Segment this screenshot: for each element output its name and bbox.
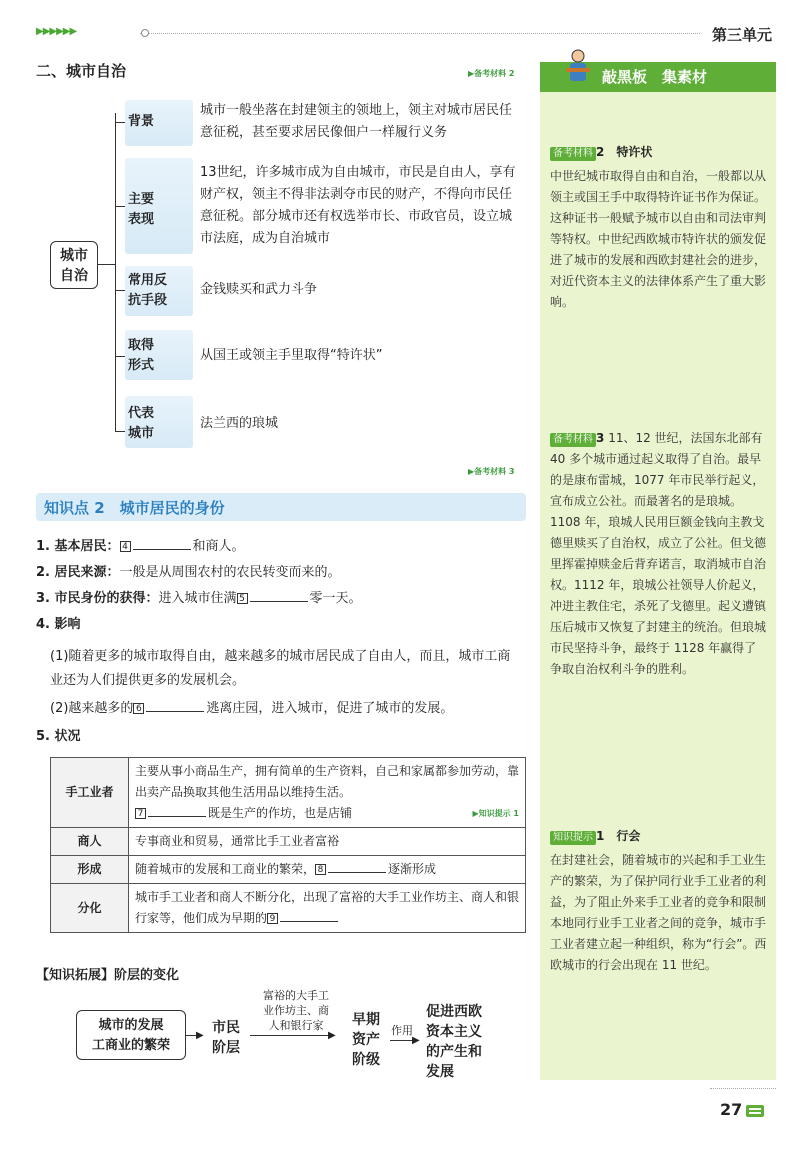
- item-citizen-status: 3. 市民身份的获得：进入城市住满 5 零一天。: [36, 591, 362, 606]
- material-tag: 备考材料: [550, 433, 596, 447]
- branch-label-form: 取得 形式: [128, 338, 155, 373]
- book-icon: [745, 1102, 765, 1118]
- row-head-craftsmen: 手工业者: [51, 758, 129, 828]
- influence-point-2: (2)越来越多的 6 逃离庄园，进入城市，促进了城市的发展。: [50, 701, 454, 716]
- table-row: [51, 856, 526, 884]
- section-title: 二、城市自治: [36, 62, 127, 80]
- row-text-formation: 随着城市的发展和工商业的繁荣， 8 逐渐形成: [129, 856, 526, 884]
- table-row: [51, 828, 526, 856]
- branch-text-city: 法兰西的琅城: [200, 416, 279, 431]
- tree-root: [50, 241, 98, 289]
- status-table: [50, 757, 526, 933]
- knowledge-tip-1-text: 在封建社会，随着城市的兴起和手工业生产的繁荣，为了保护同行业手工业者的利益，为了阻止外来手工业者的竞争和限制本地同行业手工业者之间的竞争，城市手工业者建立起一种组织，称为“行会”。西欧城市的行会出现在 11 世纪。: [550, 853, 767, 972]
- tree-spine: [115, 113, 116, 431]
- branch-label-city: 代表 城市: [128, 406, 155, 441]
- material-2-header: 备考材料 2 特许状: [550, 143, 652, 161]
- ref-knowledge-tip-1: ▶知识提示 1: [472, 809, 519, 818]
- sidebar-heading: 敲黑板 集素材: [602, 68, 708, 86]
- branch-text-form: 从国王或领主手里取得“特许状”: [200, 348, 383, 363]
- flow-result: 促进西欧 资本主义 的产生和 发展: [426, 1004, 482, 1080]
- table-row: [51, 758, 526, 828]
- flow-action-label: 作用: [391, 1024, 413, 1037]
- row-head-formation: 形成: [51, 856, 129, 884]
- flow-box-development: 城市的发展 工商业的繁荣: [76, 1010, 186, 1060]
- arrow-head-icon: ▶: [328, 1030, 336, 1041]
- flow-arrow: [250, 1035, 332, 1036]
- ref-material-3: ▶备考材料 3: [468, 467, 515, 476]
- header-arrows: ▶▶▶▶▶▶: [36, 26, 77, 37]
- footer-divider: [710, 1088, 776, 1089]
- material-tag: 备考材料: [550, 147, 596, 161]
- knowledge-tip-tag: 知识提示: [550, 831, 596, 845]
- item-basic-residents: 1. 基本居民： 4 和商人。: [36, 539, 245, 554]
- branch-line: [115, 356, 125, 357]
- header-divider: [140, 33, 700, 34]
- table-row: [51, 884, 526, 933]
- branch-text-background: 城市一般坐落在封建领主的领地上，领主对城市居民任意征税，甚至要求居民像佃户一样履行义务: [200, 103, 513, 140]
- unit-title: 第三单元: [712, 26, 773, 44]
- item-resident-source: 2. 居民来源：一般是从周围农村的农民转变而来的。: [36, 565, 341, 580]
- branch-line: [115, 206, 125, 207]
- extension-title: 【知识拓展】阶层的变化: [36, 968, 180, 983]
- knowledge-point-title: 知识点 2 城市居民的身份: [44, 499, 225, 517]
- arrow-head-icon: ▶: [196, 1030, 204, 1041]
- flow-note: 富裕的大手工 业作坊主、商 人和银行家: [263, 989, 329, 1032]
- branch-label-background: 背景: [128, 114, 155, 129]
- material-3-block: 备考材料 3 11、12 世纪，法国东北部有 40 多个城市通过起义取得了自治。最早的是康布雷城，1077 年市民举行起义，宣布成立公社。而最著名的是琅城。1108 年，琅城人民用巨额金钱向主教戈德里赎买了自治权，成立了公社。但戈德里挥霍掉赎金后背弃诺言，取消城市自治权。1112 年，琅城公社领导人价起义，冲进主教住宅，杀死了戈德里。起义遭镇压后城市又恢复了封建主的统治。但琅城市民坚持斗争，最终于 1128 年赢得了争取自治权利斗争的胜利。: [550, 431, 767, 676]
- teacher-icon: [564, 48, 592, 86]
- flow-citizen-class: 市民 阶层: [212, 1020, 240, 1056]
- branch-label-performance: 主要 表现: [128, 192, 155, 227]
- tree-root-line2: 自治: [60, 268, 88, 284]
- tree-connector: [98, 264, 115, 265]
- material-2-text: 中世纪城市取得自由和自治，一般都以从领主或国王手中取得特许证书作为保证。这种证书一般赋予城市以自由和司法审判等特权。中世纪西欧城市特许状的颁发促进了城市的发展和西欧封建社会的进步，对近代资本主义的法律体系产生了重大影响。: [550, 169, 767, 309]
- header-circle: [141, 29, 149, 37]
- row-head-division: 分化: [51, 884, 129, 933]
- branch-line: [115, 431, 125, 432]
- tree-root-line1: 城市: [60, 248, 88, 264]
- page-number: 27: [720, 1100, 743, 1119]
- row-text-division: 城市手工业者和商人不断分化，出现了富裕的大手工业作坊主、商人和银行家等，他们成为早期的 9: [129, 884, 526, 933]
- branch-line: [115, 122, 125, 123]
- branch-text-performance: 13世纪，许多城市成为自由城市，市民是自由人，享有财产权，领主不得非法剥夺市民的财产，不得向市民任意征税。部分城市还有权选举市长、市政官员，设立城市法庭，成为自治城市: [200, 165, 516, 246]
- knowledge-tip-1-header: 知识提示 1 行会: [550, 827, 640, 845]
- item-influence: 4. 影响: [36, 617, 81, 632]
- row-text-craftsmen: 主要从事小商品生产，拥有简单的生产资料，自己和家属都参加劳动，靠出卖产品换取其他生活用品以维持生活。 7 既是生产的作坊，也是店铺 ▶知识提示 1: [129, 758, 526, 828]
- branch-label-resistance: 常用反 抗手段: [128, 273, 168, 308]
- row-head-merchants: 商人: [51, 828, 129, 856]
- flow-bourgeoisie: 早期 资产 阶级: [352, 1012, 380, 1068]
- ref-material-2: ▶备考材料 2: [468, 69, 515, 78]
- influence-point-1: (1)随着更多的城市取得自由，越来越多的城市居民成了自由人，而且，城市工商业还为人们提供更多的发展机会。: [50, 649, 511, 688]
- branch-text-resistance: 金钱赎买和武力斗争: [200, 282, 318, 297]
- arrow-head-icon: ▶: [412, 1035, 420, 1046]
- row-text-merchants: 专事商业和贸易，通常比手工业者富裕: [129, 828, 526, 856]
- branch-line: [115, 290, 125, 291]
- item-status: 5. 状况: [36, 729, 81, 744]
